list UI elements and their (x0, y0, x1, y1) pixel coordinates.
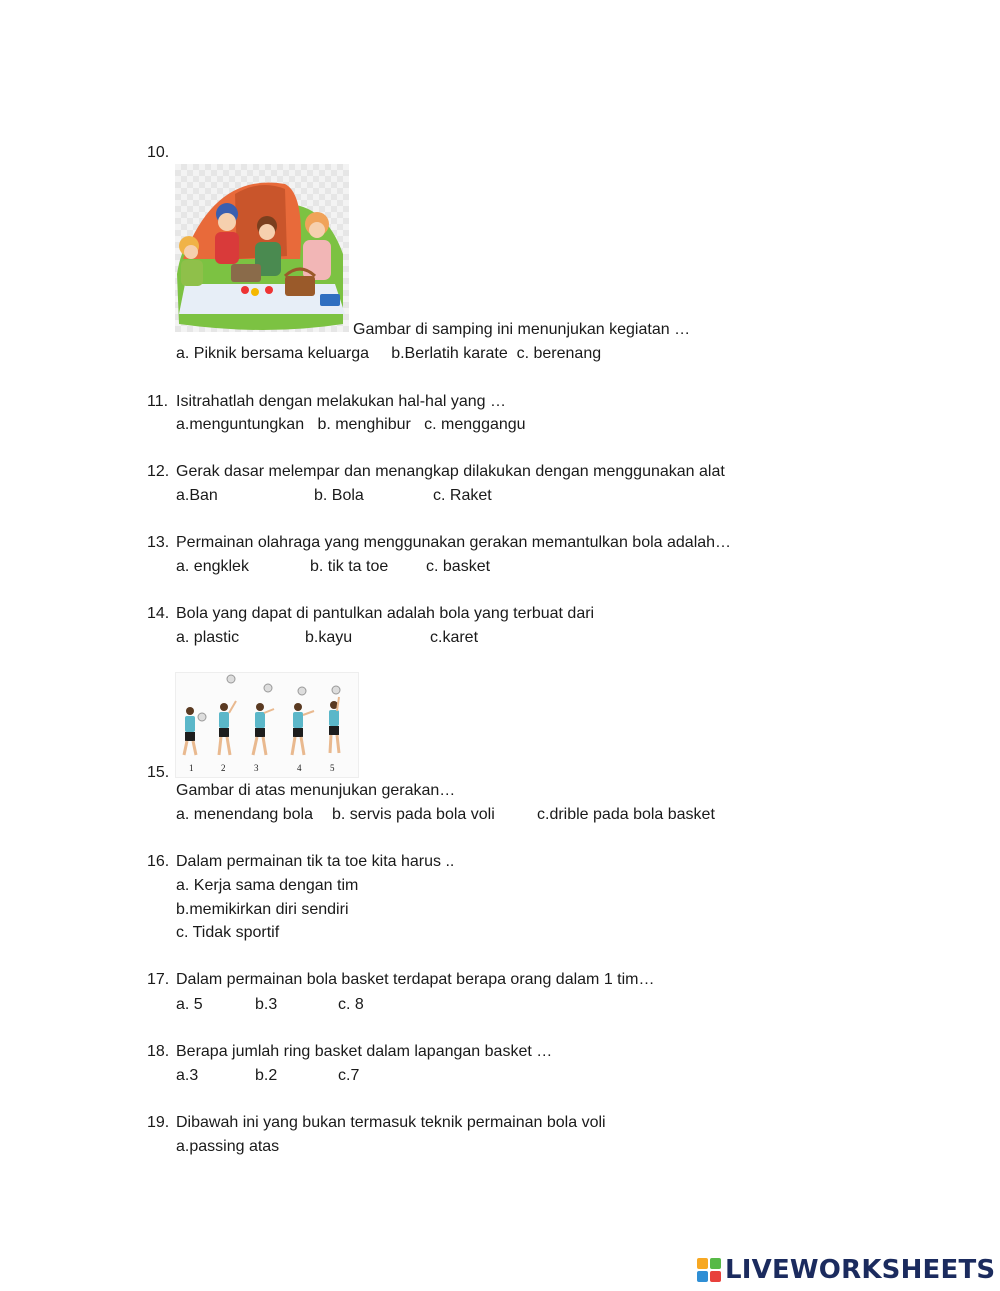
picnic-drawing (175, 164, 349, 332)
question-17-option-a: a. 5 (176, 996, 203, 1013)
question-11-text: Isitrahatlah dengan melakukan hal-hal yang … (176, 393, 506, 410)
figure-label-3: 3 (254, 763, 259, 773)
question-13-text: Permainan olahraga yang menggunakan gerakan memantulkan bola adalah… (176, 534, 732, 551)
question-16-text: Dalam permainan tik ta toe kita harus .. (176, 853, 455, 870)
question-12-option-a: a.Ban (176, 487, 218, 504)
question-16-option-c: c. Tidak sportif (176, 924, 280, 941)
question-19-text: Dibawah ini yang bukan termasuk teknik permainan bola voli (176, 1114, 606, 1131)
question-14-option-a: a. plastic (176, 629, 240, 646)
figure-label-2: 2 (221, 763, 226, 773)
question-15-number: 15. (147, 764, 170, 781)
volleyball-serve-illustration (175, 672, 359, 778)
question-12-text: Gerak dasar melempar dan menangkap dilakukan dengan menggunakan alat (176, 463, 725, 480)
figure-label-5: 5 (330, 763, 335, 773)
question-14-number: 14. (147, 605, 170, 622)
question-15-option-a: a. menendang bola (176, 806, 313, 823)
question-18-option-a: a.3 (176, 1067, 199, 1084)
question-17-option-c: c. 8 (338, 996, 364, 1013)
question-13-option-b: b. tik ta toe (310, 558, 389, 575)
question-10-text: Gambar di samping ini menunjukan kegiatan … (353, 321, 691, 338)
question-17-text: Dalam permainan bola basket terdapat berapa orang dalam 1 tim… (176, 971, 655, 988)
question-19-number: 19. (147, 1114, 170, 1131)
question-12-number: 12. (147, 463, 170, 480)
question-14-option-b: b.kayu (305, 629, 353, 646)
question-15-option-c: c.drible pada bola basket (537, 806, 715, 823)
question-11-options: a.menguntungkan b. menghibur c. menggangu (176, 416, 526, 433)
question-13-option-a: a. engklek (176, 558, 249, 575)
question-12-option-c: c. Raket (433, 487, 492, 504)
question-18-number: 18. (147, 1043, 170, 1060)
question-18-option-c: c.7 (338, 1067, 360, 1084)
question-14-text: Bola yang dapat di pantulkan adalah bola yang terbuat dari (176, 605, 595, 622)
question-19-option-a: a.passing atas (176, 1138, 280, 1155)
question-10-options: a. Piknik bersama keluarga b.Berlatih karate c. berenang (176, 345, 602, 362)
question-18-text: Berapa jumlah ring basket dalam lapangan basket … (176, 1043, 553, 1060)
question-17-option-b: b.3 (255, 996, 278, 1013)
question-10-number: 10. (147, 144, 170, 161)
question-11-number: 11. (147, 393, 169, 410)
question-13-option-c: c. basket (426, 558, 491, 575)
question-15-text: Gambar di atas menunjukan gerakan… (176, 782, 456, 799)
logo-text: LIVEWORKSHEETS (725, 1255, 996, 1285)
liveworksheets-logo[interactable] (697, 1256, 995, 1284)
question-17-number: 17. (147, 971, 170, 988)
question-13-number: 13. (147, 534, 170, 551)
question-16-number: 16. (147, 853, 170, 870)
logo-blocks-icon (697, 1258, 721, 1282)
question-15-option-b: b. servis pada bola voli (332, 806, 495, 823)
figure-label-1: 1 (189, 763, 194, 773)
picnic-family-illustration (175, 164, 349, 332)
question-16-option-a: a. Kerja sama dengan tim (176, 877, 359, 894)
figure-label-4: 4 (297, 763, 302, 773)
question-14-option-c: c.karet (430, 629, 479, 646)
question-18-option-b: b.2 (255, 1067, 278, 1084)
question-16-option-b: b.memikirkan diri sendiri (176, 901, 349, 918)
question-12-option-b: b. Bola (314, 487, 364, 504)
